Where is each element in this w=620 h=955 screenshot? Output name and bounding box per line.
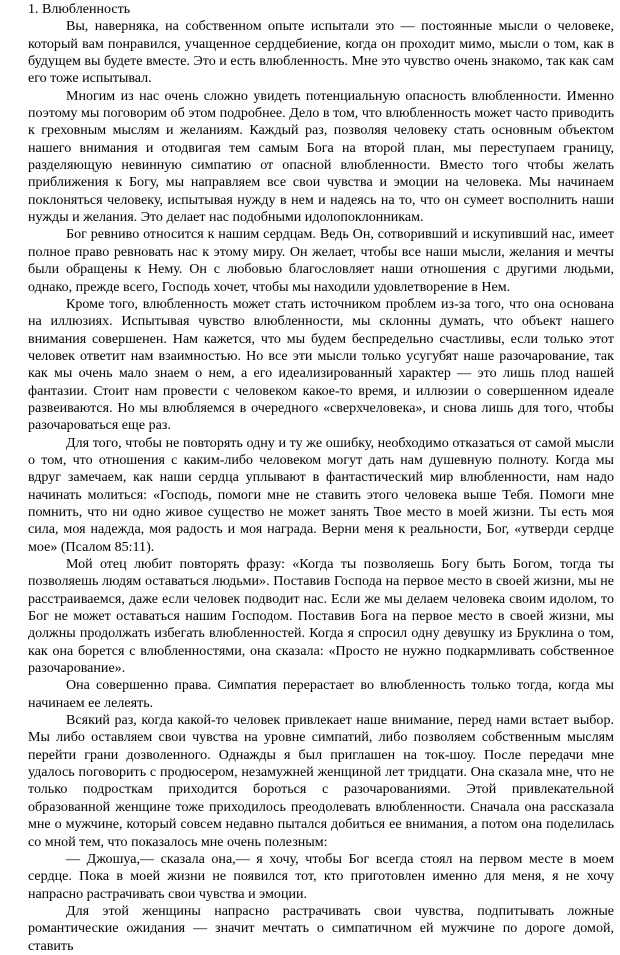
paragraph-5: Для того, чтобы не повторять одну и ту же ошибку, необходимо отказаться от самой мысли о том, что отношения с каким-либо человеком могут дать нам душевную полноту. Когда мы вдруг замечаем, как наши сердца уплывают в фантастический мир влюбленности, нам надо начинать молиться: «Господь, помоги мне не ставить этого человека выше Тебя. Помоги мне помнить, что ни одно живое существо не может занять Твое место в моей жизни. Ты есть моя сила, моя надежда, моя радость и моя награда. Верни меня к реальности, Бог, «утверди сердце мое» (Псалом 85:11). [28,434,614,555]
paragraph-1: Вы, наверняка, на собственном опыте испытали это — постоянные мысли о человеке, который вам понравился, учащенное сердцебиение, когда он проходит мимо, мысли о том, как в будущем вы будете вместе. Это и есть влюбленность. Мне это чувство очень знакомо, так как сам его тоже испытывал. [28,18,614,87]
paragraph-4: Кроме того, влюбленность может стать источником проблем из-за того, что она основана на иллюзиях. Испытывая чувство влюбленности, мы склонны думать, что объект нашего внимания совершенен. Нам кажется, что мы будем беспредельно счастливы, если только этот человек ответит нам взаимностью. Но все эти мысли только усугубят наше разочарование, так как мы очень мало знаем о нем, а его идеализированный характер — это лишь плод нашей фантазии. Стоит нам провести с человеком какое-то время, и иллюзии о совершенном идеале развеиваются. Но мы влюбляемся в очередного «сверхчеловека», и снова лишь для того, чтобы разочароваться еще раз. [28,295,614,434]
chapter-heading: 1. Влюбленность [28,1,131,17]
paragraph-2: Многим из нас очень сложно увидеть потенциальную опасность влюбленности. Именно поэтому мы поговорим об этом подробнее. Дело в том, что влюбленность может часто приводить к греховным мыслям и желаниям. Каждый раз, позволяя человеку стать основным объектом нашего внимания и отодвигая тем самым Бога на второй план, мы переступаем границу, разделяющую невинную симпатию от опасной влюбленности. Вместо того чтобы желать приближения к Богу, мы направляем все свои чувства и эмоции на человека. Мы начинаем поклоняться человеку, испытывая нужду в нем и надеясь на то, что он сумеет восполнить наши нужды и желания. Это делает нас подобными идолопоклонникам. [28,87,614,226]
paragraph-7: Она совершенно права. Симпатия перерастает во влюбленность только тогда, когда мы начинаем ее лелеять. [28,677,614,711]
paragraph-10: Для этой женщины напрасно растрачивать свои чувства, подпитывать ложные романтические ожидания — значит мечтать о симпатичном ей мужчине по дороге домой, ставить [28,902,614,954]
paragraph-9: — Джошуа,— сказала она,— я хочу, чтобы Бог всегда стоял на первом месте в моем сердце. Пока в моей жизни не появился тот, кто приготовлен именно для меня, я не хочу напрасно растрачивать свои чувства и эмоции. [28,850,614,902]
paragraph-3: Бог ревниво относится к нашим сердцам. Ведь Он, сотворивший и искупивший нас, имеет полное право ревновать нас к этому миру. Он желает, чтобы все наши мысли, желания и мечты были обращены к Нему. Он с любовью благословляет наши отношения с другими людьми, однако, прежде всего, Господь хочет, чтобы мы находили удовлетворение в Нем. [28,226,614,295]
paragraph-6: Мой отец любит повторять фразу: «Когда ты позволяешь Богу быть Богом, тогда ты позволяешь людям оставаться людьми». Поставив Господа на первое место в своей жизни, мы не расстраиваемся, даже если человек подводит нас. Если же мы делаем человека своим идолом, то Бог не может оставаться нашим Господом. Поставив Бога на первое место в своей жизни, мы должны продолжать избегать влюбленностей. Когда я спросил одну девушку из Бруклина о том, как она борется с влюбленностями, она сказала: «Просто не нужно подкармливать собственное разочарование». [28,556,614,677]
paragraph-8: Всякий раз, когда какой-то человек привлекает наше внимание, перед нами встает выбор. Мы либо оставляем свои чувства на уровне симпатий, либо позволяем собственным мыслям перейти грани дозволенного. Однажды я был приглашен на ток-шоу. После передачи мне удалось поговорить с продюсером, незамужней женщиной лет тридцати. Она сказала мне, что не только подросткам приходится бороться с разочарованиями. Этой привлекательной образованной женщине тоже приходилось преодолевать влюбленности. Сначала она рассказала мне о мужчине, который совсем недавно пытался добиться ее внимания, а потом она поделилась со мной тем, что показалось мне очень полезным: [28,712,614,850]
